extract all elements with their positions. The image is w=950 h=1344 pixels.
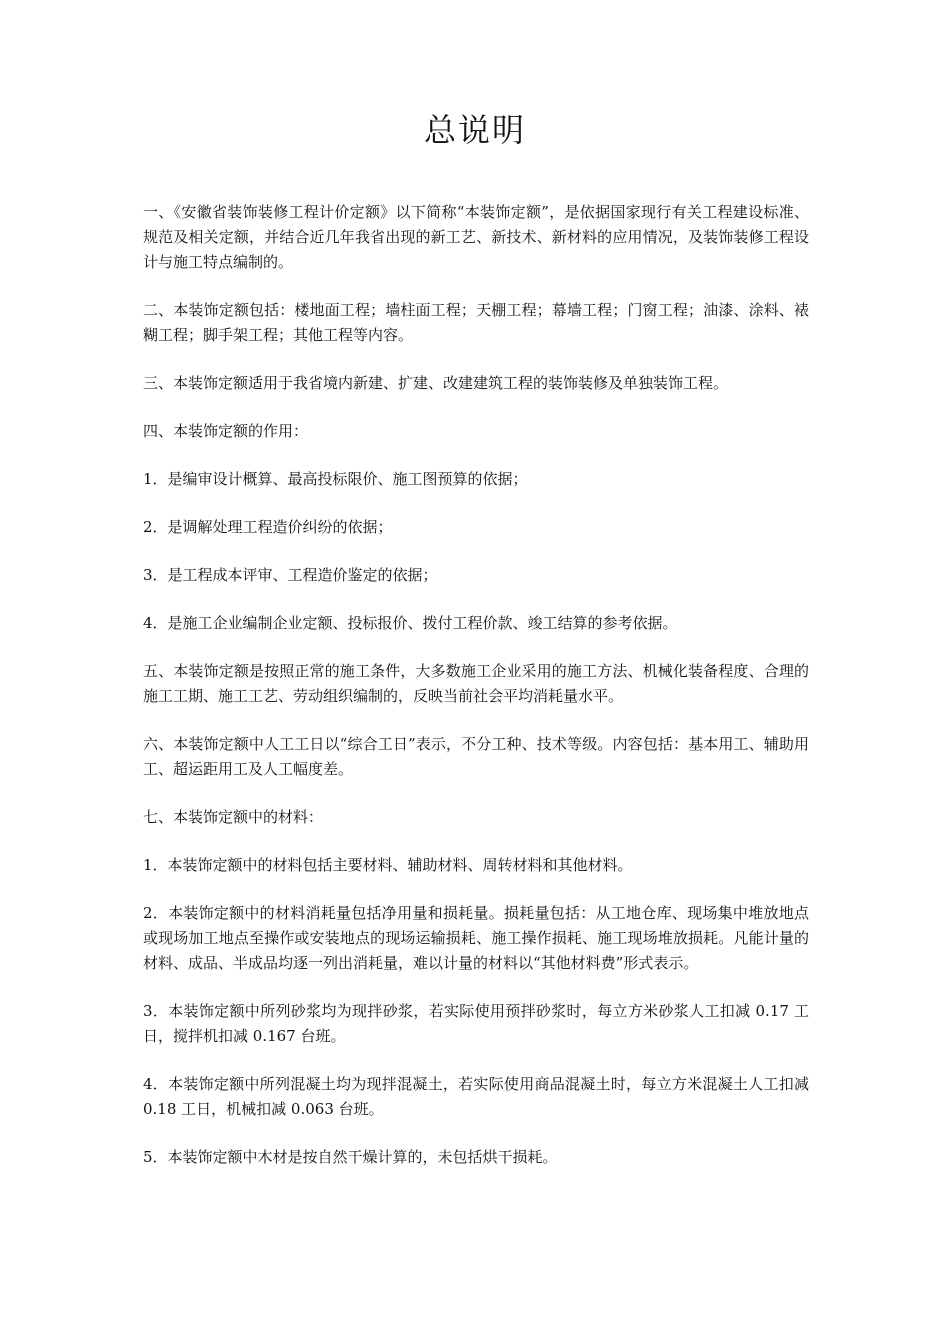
paragraph-7-item-5: 5．本装饰定额中木材是按自然干燥计算的，未包括烘干损耗。: [143, 1148, 558, 1166]
paragraph-1: 一、《安徽省装饰装修工程计价定额》以下简称“本装饰定额”，是依据国家现行有关工程建设标准、规范及相关定额，并结合近几年我省出现的新工艺、新技术、新材料的应用情况，及装饰装修工程设计与施工特点编制的。: [143, 203, 809, 271]
page-title: 总说明: [423, 111, 526, 149]
paragraph-2: 二、本装饰定额包括：楼地面工程；墙柱面工程；天棚工程；幕墙工程；门窗工程；油漆、涂料、裱糊工程；脚手架工程；其他工程等内容。: [143, 301, 809, 344]
paragraph-5: 五、本装饰定额是按照正常的施工条件，大多数施工企业采用的施工方法、机械化装备程度、合理的施工工期、施工工艺、劳动组织编制的，反映当前社会平均消耗量水平。: [143, 662, 809, 705]
paragraph-7-item-1: 1．本装饰定额中的材料包括主要材料、辅助材料、周转材料和其他材料。: [143, 856, 633, 874]
paragraph-7-item-3: 3．本装饰定额中所列砂浆均为现拌砂浆，若实际使用预拌砂浆时，每立方米砂浆人工扣减 0.17 工日，搅拌机扣减 0.167 台班。: [143, 1002, 809, 1045]
paragraph-4: 四、本装饰定额的作用：: [143, 422, 309, 440]
paragraph-7-item-2: 2．本装饰定额中的材料消耗量包括净用量和损耗量。损耗量包括：从工地仓库、现场集中堆放地点或现场加工地点至操作或安装地点的现场运输损耗、施工操作损耗、施工现场堆放损耗。凡能计量的材料、成品、半成品均逐一列出消耗量，难以计量的材料以“其他材料费”形式表示。: [143, 904, 809, 972]
paragraph-4-item-2: 2．是调解处理工程造价纠纷的依据；: [143, 518, 393, 536]
document-body: [143, 200, 809, 1193]
paragraph-7: 七、本装饰定额中的材料：: [143, 808, 324, 826]
paragraph-4-item-3: 3．是工程成本评审、工程造价鉴定的依据；: [143, 566, 438, 584]
paragraph-4-item-4: 4．是施工企业编制企业定额、投标报价、拨付工程价款、竣工结算的参考依据。: [143, 614, 678, 632]
paragraph-4-item-1: 1．是编审设计概算、最高投标限价、施工图预算的依据；: [143, 470, 528, 488]
paragraph-3: 三、本装饰定额适用于我省境内新建、扩建、改建建筑工程的装饰装修及单独装饰工程。: [143, 374, 729, 392]
paragraph-7-item-4: 4．本装饰定额中所列混凝土均为现拌混凝土，若实际使用商品混凝土时，每立方米混凝土人工扣减 0.18 工日，机械扣减 0.063 台班。: [143, 1075, 809, 1118]
paragraph-6: 六、本装饰定额中人工工日以“综合工日”表示，不分工种、技术等级。内容包括：基本用工、辅助用工、超运距用工及人工幅度差。: [143, 735, 809, 778]
